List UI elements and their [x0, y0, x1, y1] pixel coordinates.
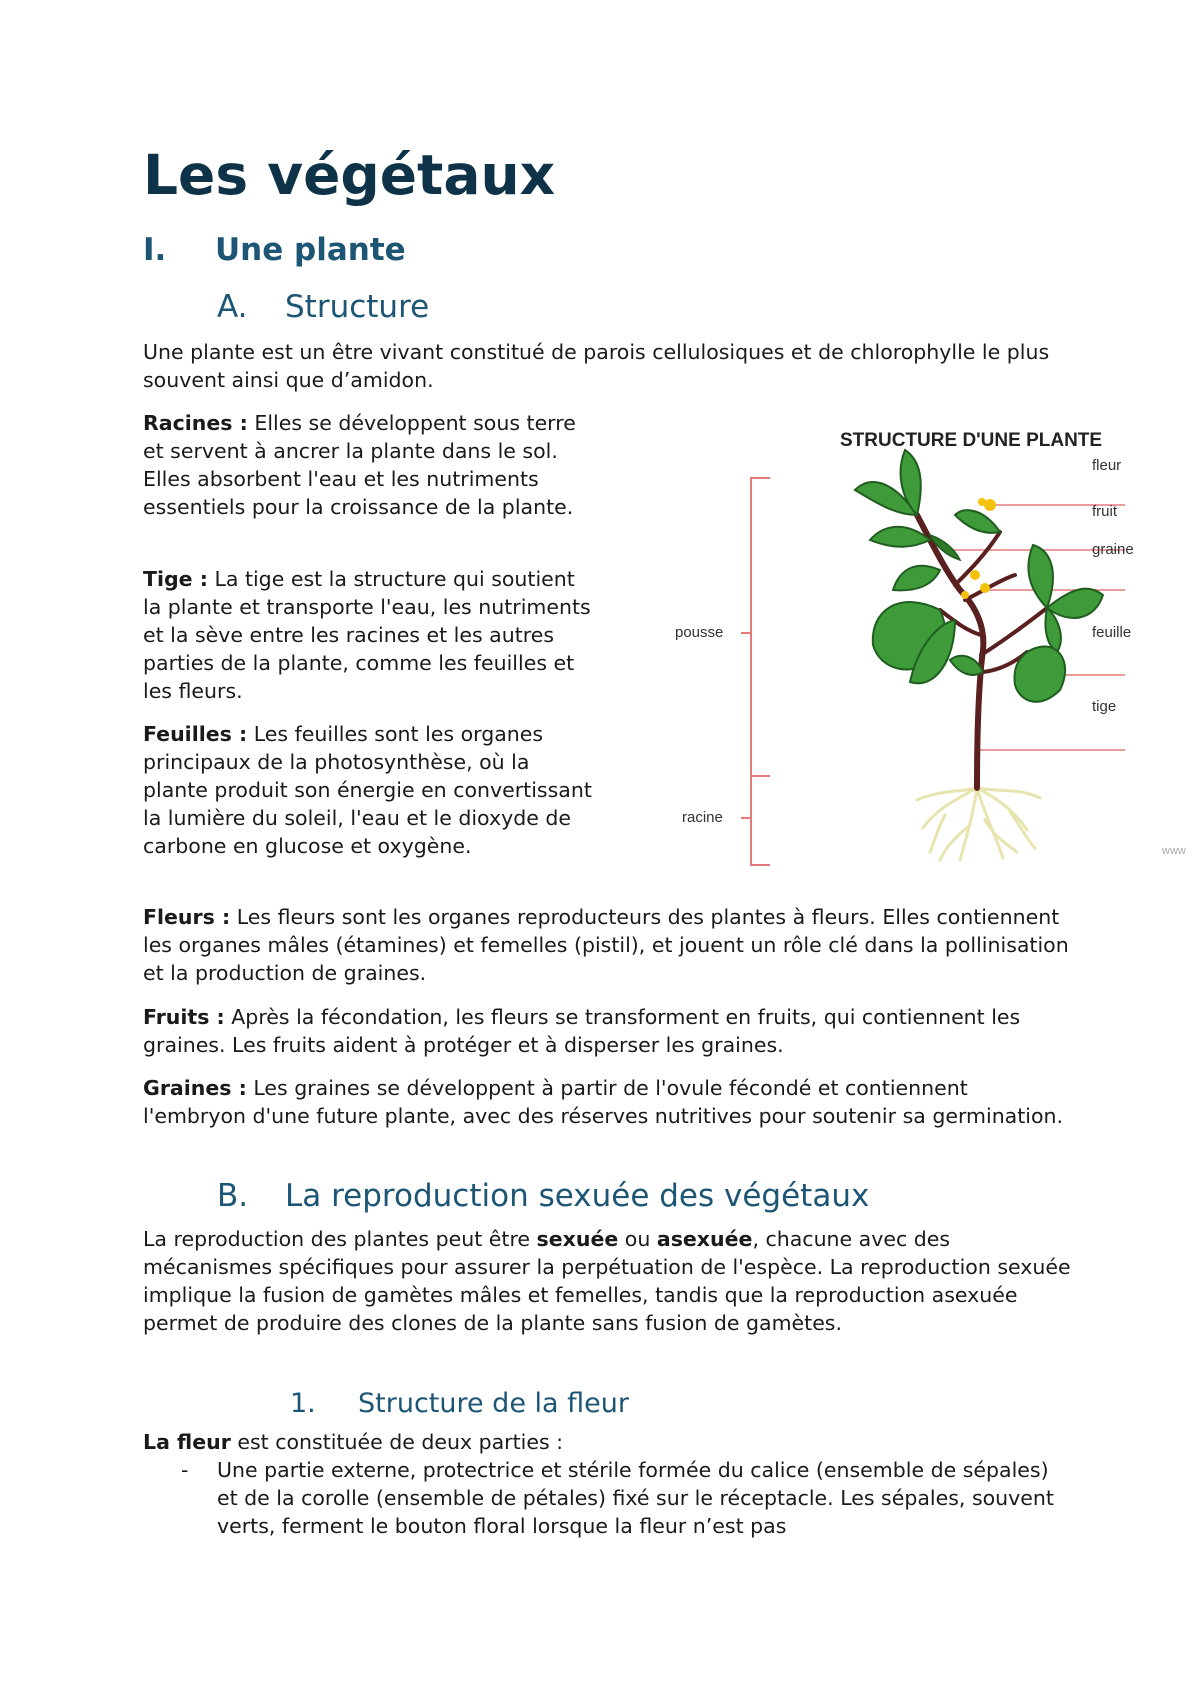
label-graine: graine: [1092, 541, 1134, 558]
heading-section-b: [217, 1178, 869, 1214]
list-item: [143, 1456, 1073, 1540]
flower: [970, 570, 980, 580]
paragraph-tige: [143, 565, 598, 705]
heading-text: Une plante: [215, 232, 406, 268]
term-feuilles: Feuilles :: [143, 722, 248, 746]
heading-section-1-1: [290, 1388, 629, 1419]
heading-number: I.: [143, 232, 167, 268]
term-fleurs: Fleurs :: [143, 905, 231, 929]
term-fruits: Fruits :: [143, 1005, 225, 1029]
leaf: [1028, 545, 1053, 608]
text-fleurs: Les fleurs sont les organes reproducteurs des plantes à fleurs. Elles contiennent les organes mâles (étamines) et femelles (pistil), et jouent un rôle clé dans la pollinisation et la production de graines.: [143, 905, 1069, 985]
label-feuille: feuille: [1092, 624, 1132, 641]
paragraph-reproduction: [143, 1225, 1073, 1337]
heading-text: Structure de la fleur: [358, 1388, 629, 1419]
flower: [978, 498, 986, 506]
paragraph-fleur-intro: [143, 1428, 1073, 1456]
plant-illustration: [655, 420, 1190, 870]
figure-title: STRUCTURE D'UNE PLANTE: [840, 430, 1103, 451]
flower: [961, 591, 969, 599]
text-fleur-intro: est constituée de deux parties :: [230, 1430, 564, 1454]
heading-number: B.: [217, 1178, 249, 1214]
roots: [917, 788, 1040, 860]
bracket-lines: [741, 478, 770, 865]
text-segment: , chacune avec des mécanismes spécifiques pour assurer la perpétuation de l'espèce. La reproduction sexuée implique la fusion de gamètes mâles et femelles, tandis que la reproduction asexuée permet de produire des clones de la plante sans fusion de gamètes.: [143, 1227, 1071, 1335]
heading-number: A.: [217, 289, 248, 325]
list-item-text: Une partie externe, protectrice et stérile formée du calice (ensemble de sépales) et de la corolle (ensemble de pétales) fixé sur le réceptacle. Les sépales, souvent verts, ferment le bouton floral lorsque la fleur n’est pas: [217, 1458, 1054, 1538]
heading-section-a: [217, 289, 429, 325]
leaf: [955, 510, 1000, 533]
bracket-outer: [751, 478, 770, 865]
text-feuilles: Les feuilles sont les organes principaux de la photosynthèse, où la plante produit son énergie en convertissant la lumière du soleil, l'eau et le dioxyde de carbone en glucose et oxygène.: [143, 722, 592, 858]
text-graines: Les graines se développent à partir de l'ovule fécondé et contiennent l'embryon d'une future plante, avec des réserves nutritives pour soutenir sa germination.: [143, 1076, 1064, 1128]
term-graines: Graines :: [143, 1076, 247, 1100]
list-dash: -: [181, 1458, 189, 1482]
paragraph-fleurs: [143, 903, 1073, 987]
label-tige: tige: [1092, 698, 1117, 715]
document-title: Les végétaux: [143, 143, 556, 207]
heading-text: Structure: [285, 289, 430, 325]
label-fruit: fruit: [1092, 503, 1118, 520]
text-tige: La tige est la structure qui soutient la plante et transporte l'eau, les nutriments et la sève entre les racines et les autres parties de la plante, comme les feuilles et les fleurs.: [143, 567, 591, 703]
term-racines: Racines :: [143, 411, 248, 435]
leaf: [893, 566, 940, 591]
label-racine: racine: [682, 809, 723, 826]
heading-text: La reproduction sexuée des végétaux: [285, 1178, 870, 1214]
text-segment: ou: [618, 1227, 657, 1251]
label-fleur: fleur: [1092, 457, 1122, 474]
heading-section-1: [143, 232, 406, 268]
flower: [980, 583, 990, 593]
leaf: [950, 656, 983, 675]
paragraph-fruits: [143, 1003, 1073, 1059]
term-asexuee: asexuée: [656, 1227, 753, 1251]
term-sexuee: sexuée: [536, 1227, 619, 1251]
paragraph-racines: [143, 409, 598, 521]
term-la-fleur: La fleur: [143, 1430, 231, 1454]
watermark: www: [1162, 845, 1186, 857]
label-pousse: pousse: [675, 624, 724, 641]
text-segment: La reproduction des plantes peut être: [143, 1227, 537, 1251]
leaf: [870, 527, 930, 547]
heading-number: 1.: [290, 1388, 316, 1419]
paragraph-feuilles: [143, 720, 598, 860]
leaf: [1047, 589, 1103, 618]
text-fruits: Après la fécondation, les fleurs se transforment en fruits, qui contiennent les graines. Les fruits aident à protéger et à disperser les graines.: [143, 1005, 1021, 1057]
term-tige: Tige :: [143, 567, 208, 591]
text-racines: Elles se développent sous terre et servent à ancrer la plante dans le sol. Elles absorbent l'eau et les nutriments essentiels pour la croissance de la plante.: [143, 411, 576, 519]
plant-structure-figure: [655, 420, 1190, 870]
flower-parts-list: [143, 1456, 1073, 1540]
intro-paragraph: Une plante est un être vivant constitué de parois cellulosiques et de chlorophylle le plus souvent ainsi que d’amidon.: [143, 340, 1050, 392]
paragraph-graines: [143, 1074, 1073, 1130]
